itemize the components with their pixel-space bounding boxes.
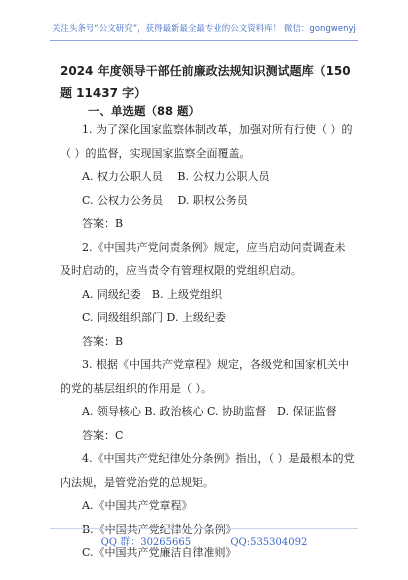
question-answer: 答案：B bbox=[82, 217, 124, 230]
footer-qq-group: QQ 群：30265665 bbox=[100, 537, 192, 548]
section-heading: 一、单选题（88 题） bbox=[88, 104, 201, 118]
question-stem: 1. 为了深化国家监察体制改革，加强对所有行使（ ）的（ ）的监督，实现国家监察全面覆盖。 bbox=[60, 123, 353, 160]
footer-divider bbox=[50, 528, 358, 529]
footer-qq-contact: QQ:535304092 bbox=[230, 537, 308, 548]
question-option: B.《中国共产党纪律处分条例》 bbox=[82, 522, 237, 536]
question-answer: 答案：B bbox=[82, 334, 124, 348]
question-2 bbox=[60, 236, 356, 354]
question-option: A. 同级纪委 B. 上级党组织 bbox=[82, 287, 223, 301]
page-footer bbox=[0, 533, 408, 548]
question-1 bbox=[60, 118, 356, 236]
question-option: A. 权力公职人员 B. 公权力公职人员 bbox=[82, 170, 270, 183]
question-list bbox=[60, 118, 356, 565]
header-note: 关注头条号“公文研究”，获得最新最全最专业的公文资料库！ 微信：gongwenyj bbox=[52, 23, 356, 33]
question-answer: 答案：C bbox=[82, 428, 124, 442]
question-stem: 2.《中国共产党问责条例》规定，应当启动问责调查未及时启动的，应当责令有管理权限的党组织启动。 bbox=[60, 240, 346, 277]
question-3 bbox=[60, 353, 356, 447]
page-header bbox=[0, 0, 408, 56]
question-stem: 4.《中国共产党纪律处分条例》指出，（ ）是最根本的党内法规，是管党治党的总规矩。 bbox=[60, 452, 355, 489]
question-option: A. 领导核心 B. 政治核心 C. 协助监督 D. 保证监督 bbox=[82, 405, 337, 418]
question-option: C. 同级组织部门 D. 上级纪委 bbox=[82, 311, 226, 324]
header-divider bbox=[50, 40, 358, 41]
document-title: 2024 年度领导干部任前廉政法规知识测试题库（150 题 11437 字） bbox=[60, 64, 351, 100]
question-option: A.《中国共产党章程》 bbox=[82, 499, 193, 512]
question-option: C.《中国共产党廉洁自律准则》 bbox=[82, 546, 237, 559]
question-stem: 3. 根据《中国共产党章程》规定，各级党和国家机关中的党的基层组织的作用是（ ）。 bbox=[60, 358, 349, 395]
question-option: C. 公权力公务员 D. 职权公务员 bbox=[82, 193, 248, 207]
